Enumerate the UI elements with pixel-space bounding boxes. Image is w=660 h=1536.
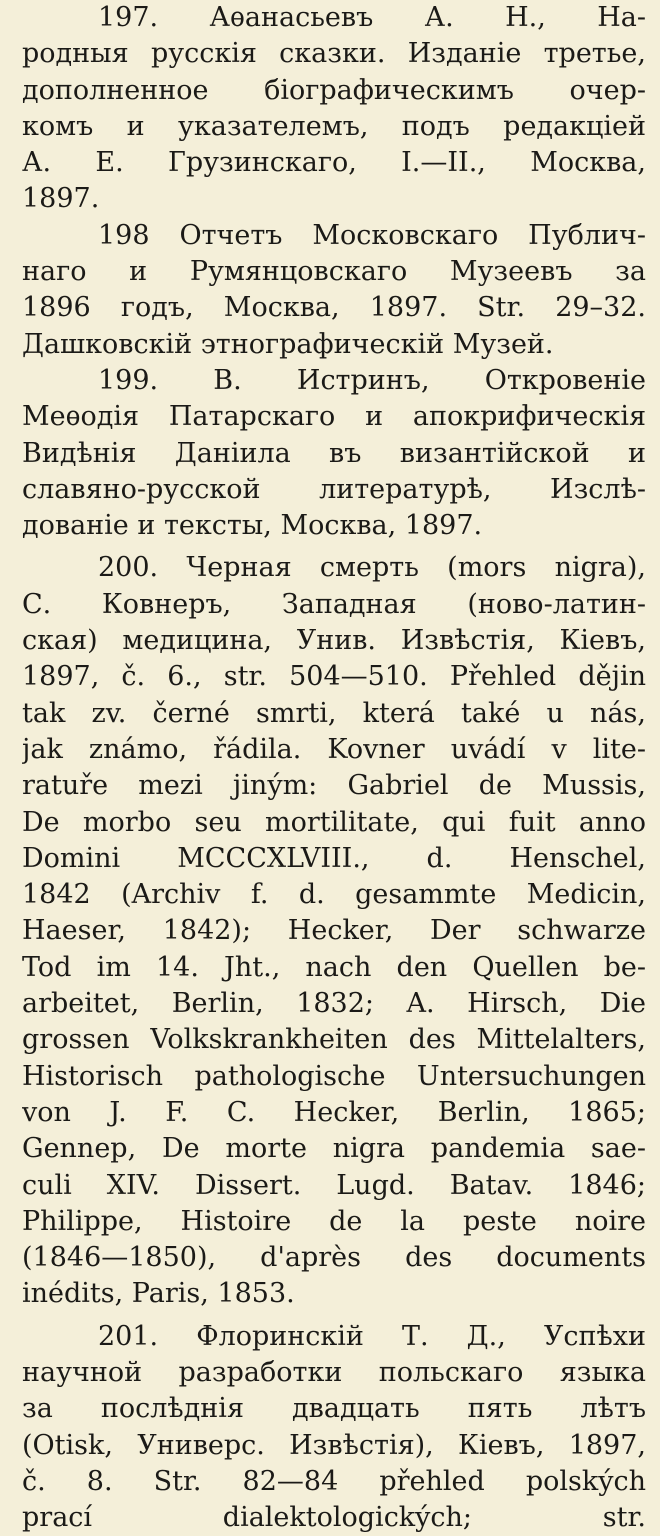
entry-200-line-4: 1897, č. 6., str. 504—510. Přehled dějin xyxy=(22,661,646,693)
entry-201-line-5: č. 8. Str. 82—84 přehled polských xyxy=(22,1465,646,1497)
entry-200-line-10: 1842 (Archiv f. d. gesammte Medicin, xyxy=(22,879,646,911)
entry-198-line-2: наго и Румянцовскаго Музеевъ за xyxy=(22,256,646,288)
entry-201 xyxy=(22,1319,646,1536)
entry-200-line-6: jak známo, řádila. Kovner uvádí v lite- xyxy=(22,733,646,765)
entry-201-line-2: научной разработки польскаго языка xyxy=(22,1356,646,1388)
entry-199-line-3: Видѣнія Даніила въ византійской и xyxy=(22,437,646,469)
entry-197-line-2: родныя русскія сказки. Изданіе третье, xyxy=(22,38,646,70)
entry-201-line-3: за послѣднія двадцать пять лѣтъ xyxy=(22,1393,646,1425)
entry-201-line-1: 201. Флоринскій Т. Д., Успѣхи xyxy=(98,1320,646,1352)
entry-197-line-3: дополненное біографическимъ очер- xyxy=(22,74,646,106)
entry-198-line-1: 198 Отчетъ Московскаго Публич- xyxy=(98,219,646,251)
entry-200-line-16: von J. F. C. Hecker, Berlin, 1865; xyxy=(22,1096,646,1128)
entry-200-line-13: arbeitet, Berlin, 1832; A. Hirsch, Die xyxy=(22,988,646,1020)
entry-197-line-1: 197. Аѳанасьевъ А. Н., На- xyxy=(98,2,646,33)
entry-198-line-3: 1896 годъ, Москва, 1897. Str. 29–32. xyxy=(22,292,646,324)
entry-200-line-8: De morbo seu mortilitate, qui fuit anno xyxy=(22,806,646,838)
entry-200-line-20: (1846—1850), d'après des documents xyxy=(22,1242,646,1274)
entry-201-line-6: prací dialektologických; str. xyxy=(22,1502,646,1534)
entry-200-line-21: inédits, Paris, 1853. xyxy=(22,1278,295,1310)
entry-200-line-14: grossen Volkskrankheiten des Mittelalters, xyxy=(22,1024,646,1056)
entry-197-line-5: А. Е. Грузинскаго, I.—II., Москва, xyxy=(22,147,646,179)
entry-200-line-19: Philippe, Histoire de la peste noire xyxy=(22,1205,646,1237)
entry-200-line-2: С. Ковнеръ, Западная (ново-латин- xyxy=(22,588,646,620)
entry-198-line-4: Дашковскій этнографическій Музей. xyxy=(22,328,554,360)
entry-198 xyxy=(22,218,646,363)
entry-197 xyxy=(22,0,646,218)
entry-200-line-9: Domini MCCCXLVIII., d. Henschel, xyxy=(22,842,646,874)
entry-200-line-5: tak zv. černé smrti, která také u nás, xyxy=(22,697,646,729)
entry-199-line-2: Меѳодія Патарскаго и апокрифическія xyxy=(22,401,646,433)
entry-200-line-12: Tod im 14. Jht., nach den Quellen be- xyxy=(22,951,646,983)
entry-197-line-4: комъ и указателемъ, подъ редакціей xyxy=(22,110,646,142)
entry-201-line-4: (Otisk, Универс. Извѣстія), Кіевъ, 1897, xyxy=(22,1429,646,1461)
entry-200-line-17: Gennep, De morte nigra pandemia sae- xyxy=(22,1133,646,1165)
entry-199-line-5: дованіе и тексты, Москва, 1897. xyxy=(22,510,483,542)
entry-200-line-18: culi XIV. Dissert. Lugd. Batav. 1846; xyxy=(22,1169,646,1201)
entry-200-line-1: 200. Черная смерть (mors nigra), xyxy=(98,552,646,584)
entry-197-line-6: 1897. xyxy=(22,183,100,215)
entry-199-line-4: славяно-русской литературѣ, Изслѣ- xyxy=(22,473,646,505)
entry-200-line-15: Historisch pathologische Untersuchungen xyxy=(22,1060,646,1092)
entry-200 xyxy=(22,550,646,1312)
entry-200-line-7: ratuře mezi jiným: Gabriel de Mussis, xyxy=(22,770,646,802)
entry-200-line-3: ская) медицина, Унив. Извѣстія, Кіевъ, xyxy=(22,625,646,657)
entry-199 xyxy=(22,363,646,544)
entry-199-line-1: 199. В. Истринъ, Откровеніе xyxy=(98,364,646,396)
entry-200-line-11: Haeser, 1842); Hecker, Der schwarze xyxy=(22,915,646,947)
